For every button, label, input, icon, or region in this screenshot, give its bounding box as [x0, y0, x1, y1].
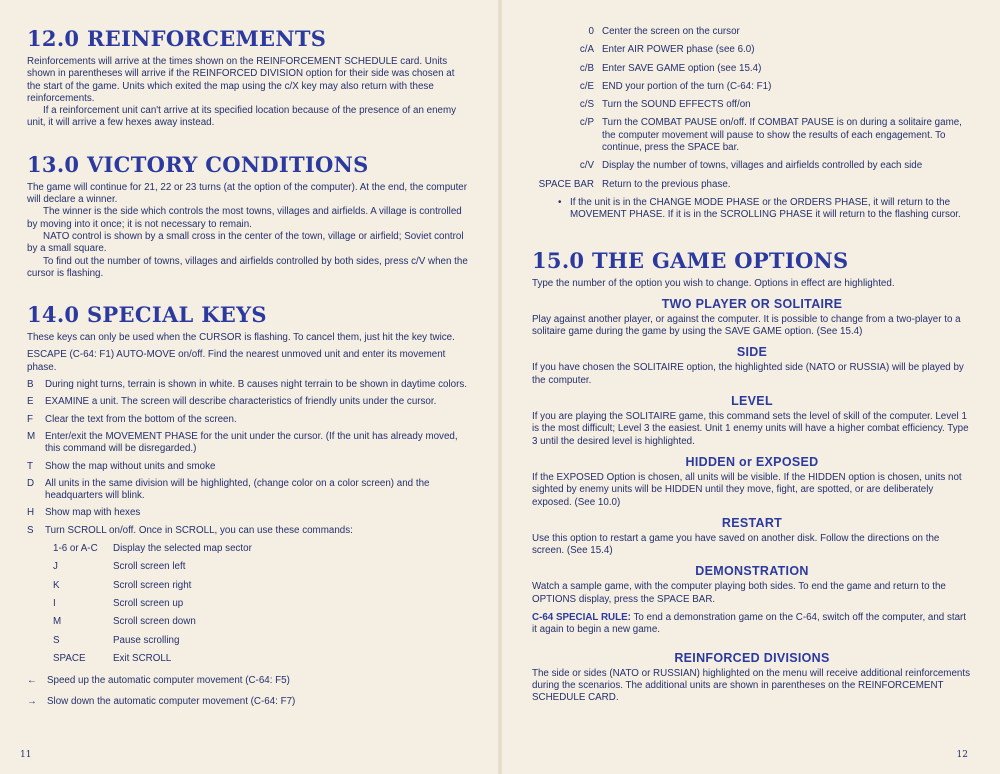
section-13-title: 13.0 VICTORY CONDITIONS	[27, 151, 369, 177]
section-12-p2: If a reinforcement unit can't arrive at its specified location because of the presence of an enemy unit, it will arrive a few hexes away instead.	[27, 105, 457, 129]
key-label: S	[27, 524, 34, 536]
scroll-key: I	[53, 597, 56, 609]
bullet-text: If the unit is in the CHANGE MODE PHASE or the ORDERS PHASE, it will return to the MOVEMENT PHASE. If it is in the SCROLLING PHASE it will return to the flashing cursor.	[570, 196, 961, 221]
key-label: B	[27, 379, 34, 391]
section-12-p1: Reinforcements will arrive at the times shown on the REINFORCEMENT SCHEDULE card. Units shown in parentheses will arrive if the REINFORCED DIVISION option for their side was chosen at the start of the game. Units which exited the map using the c/X key may also return with these reinforcements.	[27, 56, 455, 104]
page-number: 11	[20, 750, 32, 760]
scroll-command-row	[27, 616, 470, 628]
option-text: Play against another player, or against the computer. It is possible to change from a two-player to a solitaire game during the game by using the SAVE GAME option. (See 15.4)	[532, 313, 961, 338]
c64-rule-label: C-64 SPECIAL RULE:	[532, 612, 631, 624]
key-row	[27, 414, 470, 426]
option-text: Use this option to restart a game you have saved on another disk. Follow the directions on the screen. (See 15.4)	[532, 532, 940, 557]
reinforced-divisions-text: The side or sides (NATO or RUSSIAN) highlighted on the menu will receive additional reinforcements during the scenarios. The additional units are shown in parentheses on the REINFORCEMENT SCHEDULE CARD.	[532, 667, 970, 704]
right-page	[500, 0, 1000, 774]
key-row	[27, 507, 470, 519]
option-heading: LEVEL	[731, 394, 773, 409]
option-heading: HIDDEN or EXPOSED	[685, 454, 819, 469]
key-label: E	[27, 396, 34, 408]
command-desc: END your portion of the turn (C-64: F1)	[602, 80, 772, 92]
command-desc: Return to the previous phase.	[602, 178, 731, 190]
key-label: T	[27, 460, 33, 472]
key-desc: Show the map without units and smoke	[45, 460, 216, 472]
option-text: If you are playing the SOLITAIRE game, this command sets the level of skill of the computer. Level 1 is the most difficult; Level 3 the easiest. Unit 1 enemy units will have a higher combat efficiency. Type 3 until the desired level is highlighted.	[532, 411, 969, 447]
page-number: 12	[956, 750, 968, 760]
scroll-command-row	[27, 635, 470, 647]
key-row	[27, 461, 470, 473]
section-14-escape: ESCAPE (C-64: F1) AUTO-MOVE on/off. Find the nearest unmoved unit and enter its movement phase.	[27, 349, 446, 373]
command-desc: Enter SAVE GAME option (see 15.4)	[602, 62, 762, 74]
scroll-desc: Scroll screen up	[113, 597, 184, 609]
section-13-p2: The winner is the side which controls the most towns, villages and airfields. A village is controlled by moving into it once; it is not necessary to remain.	[27, 206, 462, 230]
key-desc: Clear the text from the bottom of the screen.	[45, 413, 237, 425]
arrow-left-icon: ←	[27, 675, 37, 687]
section-15-intro: Type the number of the option you wish to change. Options in effect are highlighted.	[532, 277, 895, 289]
command-row	[532, 117, 972, 154]
key-desc: Enter/exit the MOVEMENT PHASE for the unit under the cursor. (If the unit has already moved, this command will be disregarded.)	[45, 430, 458, 455]
section-13-p3: NATO control is shown by a small cross in the center of the town, village or airfield; Soviet control by a small square.	[27, 230, 464, 255]
command-desc: Center the screen on the cursor	[602, 26, 740, 37]
key-row	[27, 478, 470, 503]
scroll-command-row	[27, 580, 470, 592]
command-row	[532, 99, 972, 111]
scroll-key: S	[53, 634, 60, 646]
command-key: 0	[588, 26, 594, 37]
command-desc: Enter AIR POWER phase (see 6.0)	[602, 44, 755, 56]
bullet-note	[532, 197, 972, 222]
command-row	[532, 160, 972, 172]
scroll-desc: Pause scrolling	[113, 634, 180, 646]
scroll-command-row	[27, 561, 470, 573]
option-text: Watch a sample game, with the computer playing both sides. To end the game and return to the OPTIONS display, press the SPACE BAR.	[532, 581, 946, 605]
key-desc: All units in the same division will be highlighted, (change color on a color screen) and the headquarters will blink.	[45, 477, 430, 502]
command-key: c/A	[579, 44, 594, 56]
key-desc: EXAMINE a unit. The screen will describe characteristics of friendly units under the cursor.	[45, 396, 437, 408]
command-key: c/S	[579, 99, 594, 111]
command-row	[532, 44, 972, 56]
command-key: c/V	[579, 160, 594, 172]
scroll-command-row	[27, 543, 470, 555]
scroll-command-row	[27, 653, 470, 665]
key-label: M	[27, 430, 36, 442]
section-15-title: 15.0 THE GAME OPTIONS	[532, 247, 849, 273]
key-label: D	[27, 477, 35, 489]
reinforced-divisions-heading: REINFORCED DIVISIONS	[674, 650, 830, 665]
command-row	[532, 63, 972, 75]
c64-rule-text: To end a demonstration game on the C-64, switch off the computer, and start it again to begin a new game.	[532, 612, 967, 636]
c64-rule	[532, 612, 972, 637]
command-desc: Turn the SOUND EFFECTS off/on	[602, 99, 751, 111]
scroll-key: M	[53, 616, 62, 628]
scroll-desc: Exit SCROLL	[113, 652, 172, 664]
scroll-desc: Display the selected map sector	[113, 543, 252, 555]
arrow-desc: Speed up the automatic computer movement (C-64: F5)	[47, 675, 290, 687]
command-row	[532, 81, 972, 93]
scroll-desc: Scroll screen left	[113, 561, 186, 573]
option-text: If the EXPOSED Option is chosen, all units will be visible. If the HIDDEN option is chosen, units not sighted by enemy units will be HIDDEN until they move, fight, are spotted, or are deliberately exposed. (See 10.0)	[532, 471, 962, 508]
arrow-right-icon: →	[27, 696, 37, 708]
option-heading: DEMONSTRATION	[695, 564, 809, 579]
scroll-command-row	[27, 598, 470, 610]
command-desc: Display the number of towns, villages and airfields controlled by each side	[602, 160, 923, 172]
option-heading: SIDE	[736, 345, 768, 360]
key-desc: Show map with hexes	[45, 507, 141, 519]
option-heading: RESTART	[721, 515, 783, 530]
key-row	[27, 396, 470, 408]
command-row	[532, 26, 972, 38]
scroll-key: 1-6 or A-C	[53, 543, 98, 555]
key-label: H	[27, 507, 35, 519]
section-13-p1: The game will continue for 21, 22 or 23 turns (at the option of the computer). At the end, the computer will declare a winner.	[27, 181, 468, 206]
section-14-intro: These keys can only be used when the CURSOR is flashing. To cancel them, just hit the key twice.	[27, 332, 455, 344]
command-row	[532, 179, 972, 191]
section-12-title: 12.0 REINFORCEMENTS	[27, 26, 327, 51]
key-desc: Turn SCROLL on/off. Once in SCROLL, you can use these commands:	[45, 524, 353, 536]
scroll-desc: Scroll screen down	[113, 616, 196, 628]
arrow-key-row	[27, 675, 470, 686]
command-key: c/P	[579, 117, 594, 129]
command-key: c/E	[579, 80, 594, 92]
option-heading: TWO PLAYER OR SOLITAIRE	[661, 296, 843, 311]
command-key: c/B	[579, 62, 594, 74]
command-key: SPACE BAR	[538, 178, 594, 190]
scroll-key: K	[53, 579, 60, 591]
key-row	[27, 431, 470, 456]
arrow-key-row	[27, 696, 470, 707]
scroll-key: J	[53, 561, 58, 573]
key-row	[27, 525, 470, 537]
scroll-desc: Scroll screen right	[113, 579, 192, 591]
key-label: F	[27, 413, 33, 425]
option-text: If you have chosen the SOLITAIRE option, the highlighted side (NATO or RUSSIA) will be played by the computer.	[532, 362, 964, 386]
section-14-title: 14.0 SPECIAL KEYS	[27, 302, 267, 328]
key-desc: During night turns, terrain is shown in white. B causes night terrain to be shown in daytime colors.	[45, 379, 468, 391]
command-desc: Turn the COMBAT PAUSE on/off. If COMBAT PAUSE is on during a solitaire game, the computer movement will pause to show the results of each engagement. To continue, press the SPACE bar.	[602, 117, 962, 154]
arrow-desc: Slow down the automatic computer movement (C-64: F7)	[47, 696, 296, 708]
bullet-icon: •	[558, 196, 562, 208]
section-13-p4: To find out the number of towns, villages and airfields controlled by both sides, press c/V when the cursor is flashing.	[27, 255, 468, 279]
key-row	[27, 379, 470, 391]
scroll-key: SPACE	[53, 652, 86, 664]
